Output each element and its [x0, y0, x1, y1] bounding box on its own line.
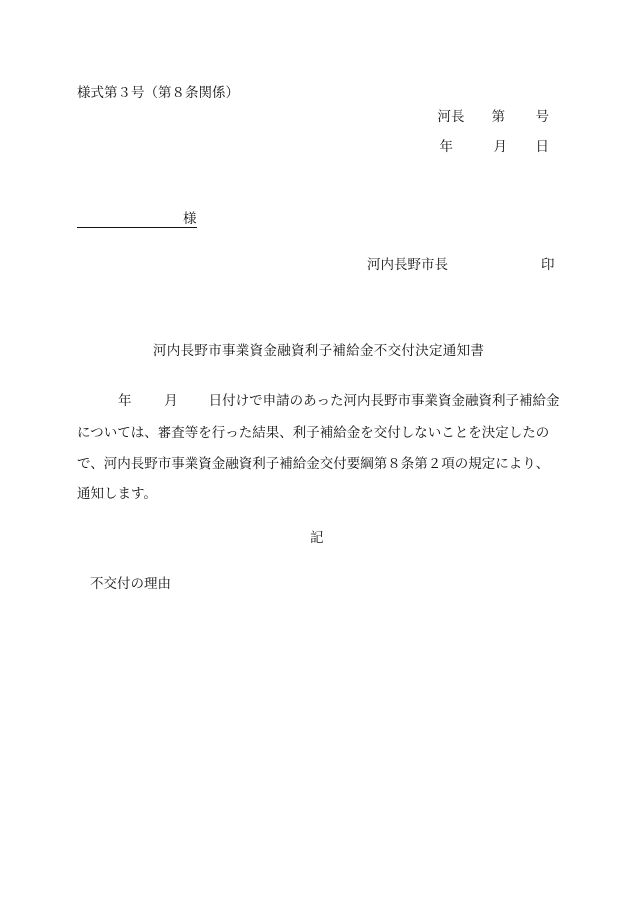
- document-title: 河内長野市事業資金融資利子補給金不交付決定通知書: [153, 343, 485, 359]
- date-month: 月: [493, 139, 507, 155]
- issuer-seal: 印: [541, 257, 555, 273]
- document-number: [438, 111, 550, 125]
- recipient-blank-line: [77, 214, 183, 228]
- recipient-honorific: 様: [183, 211, 197, 227]
- doc-number-prefix: 河長: [437, 109, 465, 125]
- body-line-1-rest: 日付けで申請のあった河内長野市事業資金融資利子補給金: [208, 393, 560, 409]
- body-month: 月: [164, 393, 178, 409]
- reason-label: 不交付の理由: [90, 576, 171, 592]
- body-year: 年: [118, 393, 132, 409]
- body-line-4: 通知します。: [77, 486, 157, 502]
- body-line-1: [118, 395, 559, 409]
- doc-number-go: 号: [535, 109, 549, 125]
- issuer: [367, 259, 555, 273]
- date-year: 年: [439, 139, 453, 155]
- issuer-name: 河内長野市長: [367, 257, 448, 273]
- ki-marker: 記: [310, 530, 324, 546]
- issue-date: [440, 141, 550, 155]
- form-number: 様式第３号（第８条関係）: [77, 85, 239, 101]
- body-line-3: で、河内長野市事業資金融資利子補給金交付要綱第８条第２項の規定により、: [77, 456, 550, 472]
- date-day: 日: [535, 139, 549, 155]
- recipient: [77, 213, 197, 228]
- doc-number-dai: 第: [491, 109, 505, 125]
- body-line-2: については、審査等を行った結果、利子補給金を交付しないことを決定したの: [77, 425, 550, 441]
